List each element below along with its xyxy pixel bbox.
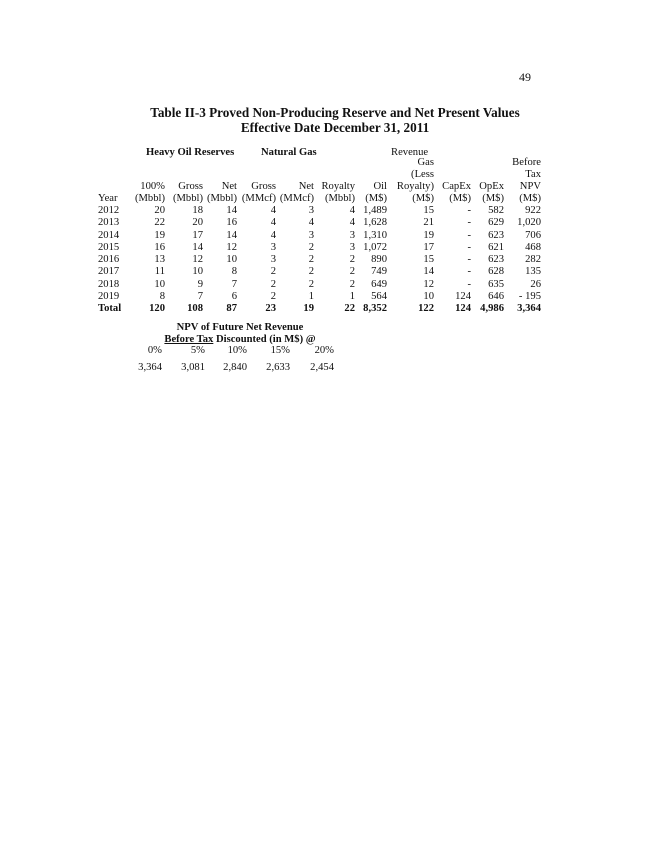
column-header [98,181,128,193]
table-cell: 10 [192,266,203,278]
table-cell: 4 [270,205,276,217]
table-cell: 9 [197,278,203,290]
table-cell: 2015 [98,241,120,253]
group-revenue-label: Revenue [391,147,429,158]
table-cell: 17 [192,229,203,241]
table-cell: 2 [349,254,355,266]
table-cell: 8 [159,290,165,302]
column-header [355,169,387,181]
table-cell: 2014 [98,229,120,241]
table-row [98,279,541,291]
column-header: (MMcf) [241,193,276,204]
table-cell: 16 [226,217,237,229]
column-header: (MMcf) [279,193,314,204]
table-cell: 11 [154,266,165,278]
table-cell: 3 [270,254,276,266]
table-cell: 629 [488,217,504,229]
table-cell: 623 [488,254,504,266]
column-header: Net [221,181,237,192]
group-natural-gas-label: Natural Gas [261,147,317,158]
table-cell: 6 [231,290,237,302]
column-header: OpEx [479,181,504,192]
column-header [314,169,355,181]
table-cell: 282 [525,254,541,266]
table-cell: 2 [308,278,314,290]
npv-values-row [130,362,334,374]
table-cell: 14 [192,241,203,253]
group-heavy-oil-label: Heavy Oil Reserves [146,147,235,158]
table-row [98,291,541,303]
table-cell: 646 [488,290,504,302]
table-cell: 22 [154,217,165,229]
column-header [314,157,355,169]
column-header [434,157,471,169]
table-cell: 4 [349,217,355,229]
total-cell: 8,352 [363,303,387,315]
total-cell: 120 [149,303,165,315]
table-cell: 564 [371,290,387,302]
table-cell: 10 [423,290,434,302]
table-cell: - [467,266,471,278]
header-row [98,181,541,193]
table-cell: 26 [530,278,541,290]
column-header: Royalty) [396,181,434,192]
table-cell: 15 [423,254,434,266]
header-row [98,169,541,181]
npv-rate: 20% [314,345,334,356]
column-header [128,157,165,169]
table-cell: 635 [488,278,504,290]
table-title [0,105,650,135]
table-cell: 890 [371,254,387,266]
table-cell: 922 [525,205,541,217]
table-cell: 7 [231,278,237,290]
total-cell: 23 [265,303,276,315]
table-cell: 4 [308,217,314,229]
table-cell: 706 [525,229,541,241]
table-cell: 582 [488,205,504,217]
column-header: Net [298,181,314,192]
column-header [471,157,504,169]
table-cell: 20 [154,205,165,217]
table-title-line1: Table II-3 Proved Non-Producing Reserve and Net Present Values [150,105,520,120]
total-cell: Total [98,303,122,315]
total-cell: 19 [303,303,314,315]
table-cell: 2 [270,266,276,278]
table-cell: 21 [423,217,434,229]
column-header: Year [98,193,118,204]
table-cell: 2012 [98,205,120,217]
table-cell: - [467,217,471,229]
column-header: (Mbbl) [134,193,165,204]
column-header [237,169,276,181]
table-cell: 2017 [98,266,120,278]
npv-body [130,345,334,374]
table-cell: 2 [308,266,314,278]
column-header [203,169,237,181]
total-cell: 122 [418,303,434,315]
table-cell: 1,489 [363,205,387,217]
table-cell: - [467,278,471,290]
column-header: Gross [178,181,203,192]
table-cell: 1 [308,290,314,302]
npv-value: 3,081 [181,362,205,373]
table-cell: 2 [349,266,355,278]
table-cell: 14 [226,205,237,217]
column-header [355,157,387,169]
total-row [98,303,541,315]
table-cell: 8 [231,266,237,278]
npv-title-line1: NPV of Future Net Revenue [176,322,304,333]
total-cell: 22 [344,303,355,315]
table-row [98,242,541,254]
column-header [165,169,203,181]
column-header: Tax [525,169,541,180]
total-cell: 108 [187,303,203,315]
table-row [98,266,541,278]
table-cell: 1,628 [363,217,387,229]
column-header [165,157,203,169]
column-header: CapEx [442,181,471,192]
column-header [276,169,314,181]
table-cell: 628 [488,266,504,278]
table-cell: 16 [154,241,165,253]
total-cell: 3,364 [517,303,541,315]
header-row [98,193,541,205]
table-cell: 124 [455,290,471,302]
column-header: Gross [251,181,276,192]
header-row [98,157,541,169]
table-cell: - [467,254,471,266]
table-cell: 4 [270,217,276,229]
table-cell: 10 [154,278,165,290]
npv-value: 2,840 [223,362,247,373]
table-cell: - [467,229,471,241]
table-cell: 10 [226,254,237,266]
column-header: (Mbbl) [324,193,355,204]
npv-value: 2,454 [310,362,334,373]
table-cell: 749 [371,266,387,278]
table-row [98,254,541,266]
table-cell: 3 [270,241,276,253]
table-cell: 7 [197,290,203,302]
column-header [98,157,128,169]
npv-value: 3,364 [138,362,162,373]
table-cell: - [467,241,471,253]
column-header [471,169,504,181]
npv-title [150,322,330,346]
table-cell: 14 [226,229,237,241]
column-header [128,169,165,181]
page-number: 49 [519,70,531,84]
table-cell: 2 [270,290,276,302]
table-cell: 3 [308,205,314,217]
table-cell: 20 [192,217,203,229]
table-row [98,230,541,242]
table-cell: 1 [349,290,355,302]
table-cell: - [467,205,471,217]
column-header: (M$) [365,193,387,204]
total-cell: 87 [226,303,237,315]
column-header: (M$) [482,193,504,204]
column-header: (M$) [412,193,434,204]
table-cell: 3 [308,229,314,241]
column-header: NPV [519,181,541,192]
table-cell: 135 [525,266,541,278]
table-cell: 12 [192,254,203,266]
table-cell: 3 [349,229,355,241]
total-cell: 4,986 [480,303,504,315]
npv-rates-row [130,345,334,362]
column-header: (M$) [519,193,541,204]
table-title-line2: Effective Date December 31, 2011 [240,120,430,135]
table-cell: 12 [423,278,434,290]
table-cell: 18 [192,205,203,217]
table-cell: 2 [349,278,355,290]
table-cell: 4 [349,205,355,217]
table-cell: 623 [488,229,504,241]
npv-rate: 0% [147,345,162,356]
table-cell: 2018 [98,278,120,290]
table-cell: 2 [308,254,314,266]
table-cell: 2013 [98,217,120,229]
reserves-table [98,157,541,315]
table-cell: 1,072 [363,241,387,253]
column-header: (Mbbl) [206,193,237,204]
table-body [98,205,541,315]
column-header: (Mbbl) [172,193,203,204]
table-cell: 4 [270,229,276,241]
table-cell: 14 [423,266,434,278]
column-header: Oil [373,181,387,192]
table-row [98,205,541,217]
table-cell: 2019 [98,290,120,302]
npv-rate: 5% [190,345,205,356]
table-cell: 19 [423,229,434,241]
table-cell: 468 [525,241,541,253]
table-cell: 2 [270,278,276,290]
column-header [203,157,237,169]
table-cell: 17 [423,241,434,253]
table-cell: 3 [349,241,355,253]
table-cell: 2016 [98,254,120,266]
table-header [98,157,541,205]
npv-rate: 15% [270,345,290,356]
table-row [98,217,541,229]
table-cell: 621 [488,241,504,253]
column-header: (M$) [449,193,471,204]
table-cell: - 195 [518,290,541,302]
table-cell: 15 [423,205,434,217]
npv-title-underlined: Before Tax [164,334,214,345]
column-header [237,157,276,169]
table-cell: 649 [371,278,387,290]
table-cell: 13 [154,254,165,266]
npv-value: 2,633 [266,362,290,373]
npv-title-rest: Discounted (in M$) @ [213,334,316,345]
table-cell: 19 [154,229,165,241]
column-header: Royalty [321,181,355,192]
npv-rate: 10% [227,345,247,356]
npv-table [130,345,334,374]
total-cell: 124 [455,303,471,315]
column-header: 100% [140,181,165,192]
table-cell: 1,020 [517,217,541,229]
column-header [434,169,471,181]
column-header [276,157,314,169]
column-header: Gas [417,157,434,168]
column-header [98,169,128,181]
table-cell: 2 [308,241,314,253]
column-header: Before [512,157,541,168]
table-cell: 1,310 [363,229,387,241]
column-header: (Less [411,169,434,180]
table-cell: 12 [226,241,237,253]
